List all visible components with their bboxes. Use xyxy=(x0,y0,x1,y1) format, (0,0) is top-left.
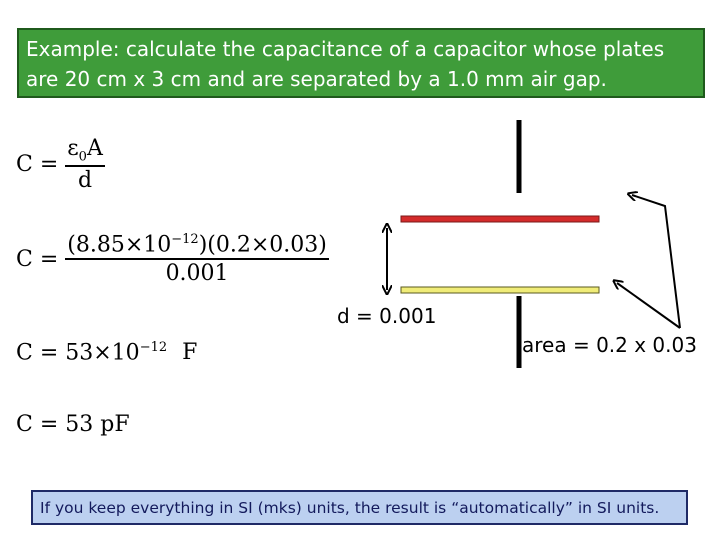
area-label: area = 0.2 x 0.03 xyxy=(522,333,697,357)
equation-1-lhs: C = xyxy=(16,152,59,178)
area-arrow-lower xyxy=(617,283,680,328)
equation-4: C = 53 pF xyxy=(16,412,130,437)
equation-2-lhs: C = xyxy=(16,246,59,272)
equation-2-num-part-a: (8.85×10 xyxy=(67,232,172,258)
equation-3-exponent: −12 xyxy=(139,340,168,355)
separation-label: d = 0.001 xyxy=(337,304,437,328)
equation-2-exponent: −12 xyxy=(171,232,199,247)
area-symbol: A xyxy=(86,136,103,161)
equation-3-lhs: C = 53×10 xyxy=(16,340,140,366)
title-line-2: are 20 cm x 3 cm and are separated by a 1.0 mm air gap. xyxy=(26,67,607,91)
si-units-note: If you keep everything in SI (mks) units, the result is “automatically” in SI units. xyxy=(31,490,688,525)
equation-3-unit: F xyxy=(182,340,198,366)
title-line-1: Example: calculate the capacitance of a capacitor whose plates xyxy=(26,37,665,61)
top-plate xyxy=(401,216,599,222)
epsilon-subscript: 0 xyxy=(78,149,87,165)
epsilon-symbol: ε xyxy=(67,136,79,161)
equation-2-num-part-b: )(0.2×0.03) xyxy=(198,232,327,258)
equation-1-denominator: d xyxy=(78,168,93,194)
equation-2-denominator: 0.001 xyxy=(165,261,229,287)
bottom-plate xyxy=(401,287,599,293)
area-arrow-upper xyxy=(632,195,680,328)
